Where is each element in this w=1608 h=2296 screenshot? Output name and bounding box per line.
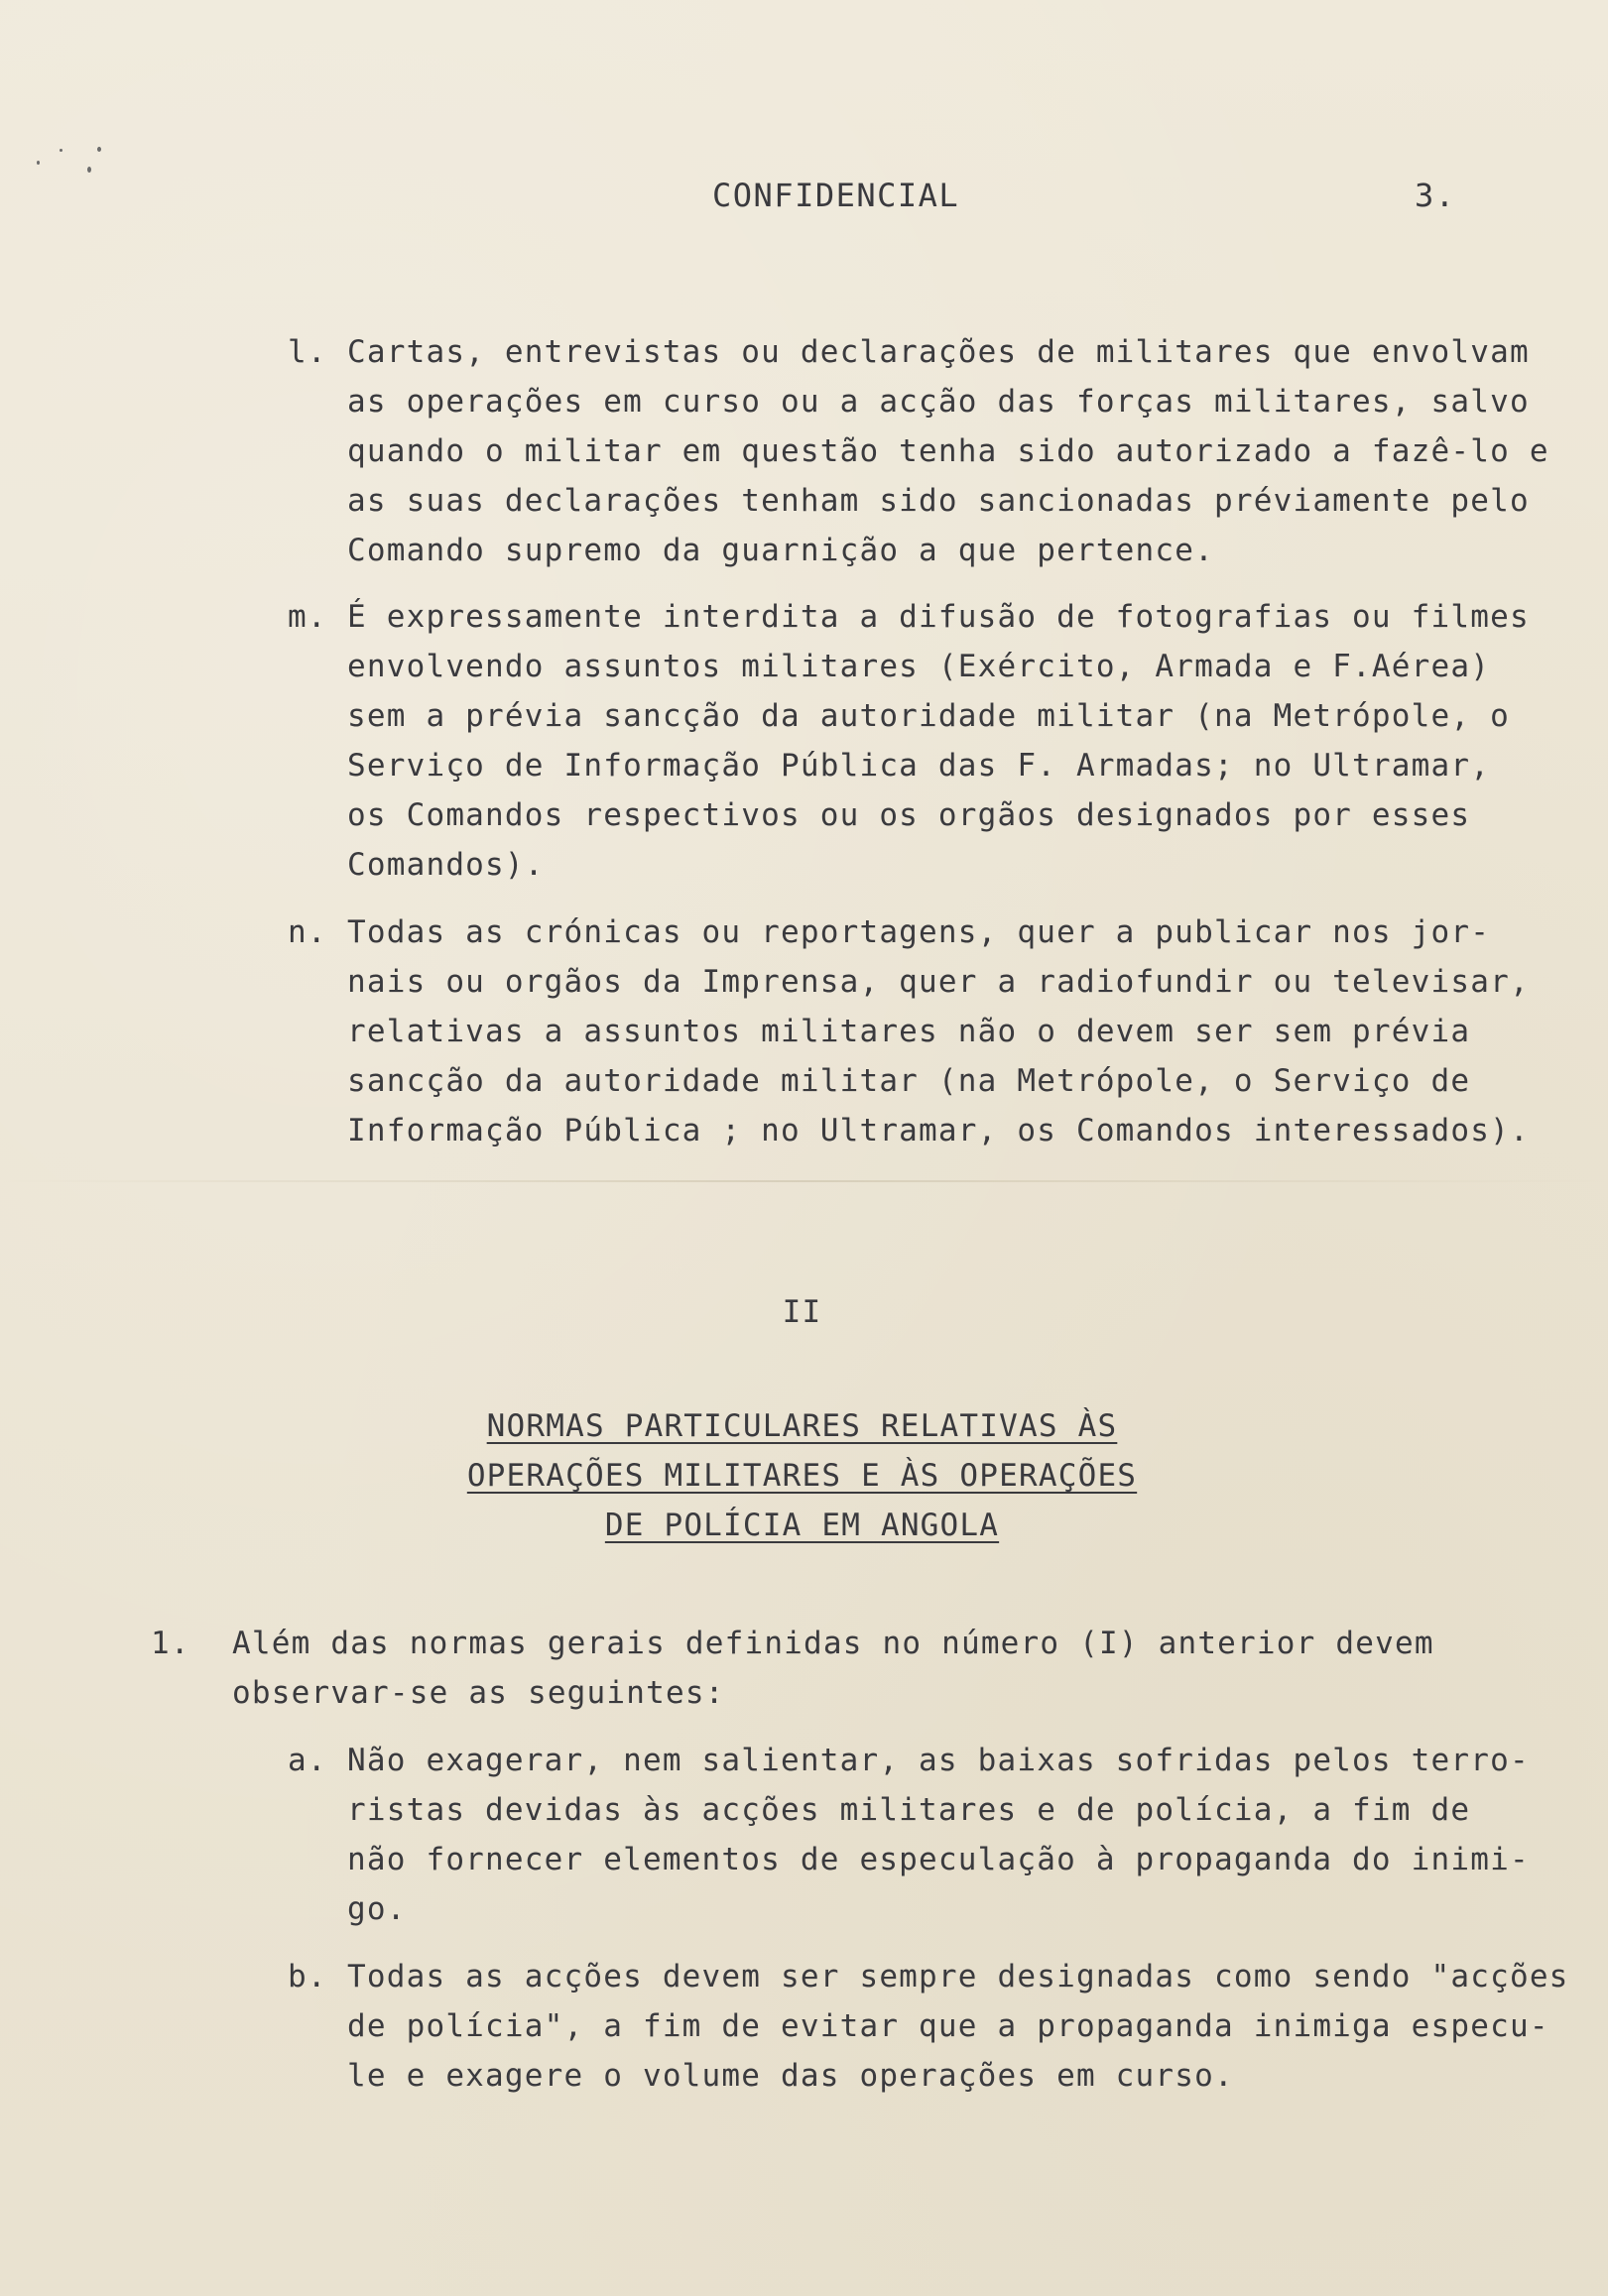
- section-title-text: DE POLÍCIA EM ANGOLA: [604, 1508, 1000, 1543]
- item-line: go.: [347, 1891, 407, 1927]
- item-marker: m.: [288, 599, 327, 635]
- section-title-line: [0, 1401, 1606, 1451]
- rule-line: Além das normas gerais definidas no número (I) anterior devem: [232, 1626, 1434, 1661]
- item-line: sancção da autoridade militar (na Metrópole, o Serviço de: [347, 1063, 1471, 1099]
- item-line: É expressamente interdita a difusão de fotografias ou filmes: [347, 599, 1530, 635]
- item-marker: l.: [288, 334, 327, 370]
- item-line: Todas as acções devem ser sempre designadas como sendo "acções: [347, 1959, 1569, 1994]
- item-line: ristas devidas às acções militares e de polícia, a fim de: [347, 1792, 1471, 1828]
- item-line: os Comandos respectivos ou os orgãos designados por esses: [347, 797, 1471, 833]
- item-line: não fornecer elementos de especulação à propaganda do inimi-: [347, 1842, 1530, 1877]
- item-marker: n.: [288, 914, 327, 950]
- ink-speck: [97, 147, 101, 152]
- item-line: relativas a assuntos militares não o devem ser sem prévia: [347, 1014, 1471, 1049]
- item-line: Todas as crónicas ou reportagens, quer a publicar nos jor-: [347, 914, 1491, 950]
- item-marker: b.: [288, 1959, 327, 1994]
- item-line: envolvendo assuntos militares (Exército, Armada e F.Aérea): [347, 649, 1491, 684]
- item-line: nais ou orgãos da Imprensa, quer a radiofundir ou televisar,: [347, 964, 1530, 1000]
- item-line: Comandos).: [347, 847, 545, 883]
- section-title-line: [0, 1451, 1606, 1501]
- paper-fold-line: [0, 1180, 1608, 1182]
- item-line: as suas declarações tenham sido sancionadas préviamente pelo: [347, 483, 1530, 519]
- item-line: Comando supremo da guarnição a que pertence.: [347, 533, 1214, 568]
- rule-line: observar-se as seguintes:: [232, 1675, 725, 1711]
- item-line: Serviço de Informação Pública das F. Armadas; no Ultramar,: [347, 748, 1491, 784]
- confidential-header: CONFIDENCIAL: [712, 177, 960, 214]
- section-title-text: OPERAÇÕES MILITARES E ÀS OPERAÇÕES: [466, 1458, 1138, 1494]
- page-number: 3.: [1415, 177, 1456, 214]
- ink-speck: [60, 149, 62, 152]
- item-line: sem a prévia sancção da autoridade militar (na Metrópole, o: [347, 698, 1510, 734]
- ink-speck: [37, 161, 40, 165]
- item-line: Cartas, entrevistas ou declarações de militares que envolvam: [347, 334, 1530, 370]
- item-line: le e exagere o volume das operações em curso.: [347, 2058, 1234, 2094]
- item-line: Não exagerar, nem salientar, as baixas sofridas pelos terro-: [347, 1743, 1530, 1778]
- item-line: quando o militar em questão tenha sido autorizado a fazê-lo e: [347, 433, 1549, 469]
- section-title-text: NORMAS PARTICULARES RELATIVAS ÀS: [486, 1408, 1118, 1444]
- section-title-line: [0, 1501, 1606, 1550]
- item-marker: a.: [288, 1743, 327, 1778]
- item-line: as operações em curso ou a acção das forças militares, salvo: [347, 384, 1530, 420]
- ink-speck: [87, 167, 91, 173]
- item-line: Informação Pública ; no Ultramar, os Comandos interessados).: [347, 1113, 1530, 1148]
- section-numeral: II: [782, 1294, 822, 1330]
- rule-marker: 1.: [151, 1626, 190, 1661]
- item-line: de polícia", a fim de evitar que a propaganda inimiga especu-: [347, 2008, 1549, 2044]
